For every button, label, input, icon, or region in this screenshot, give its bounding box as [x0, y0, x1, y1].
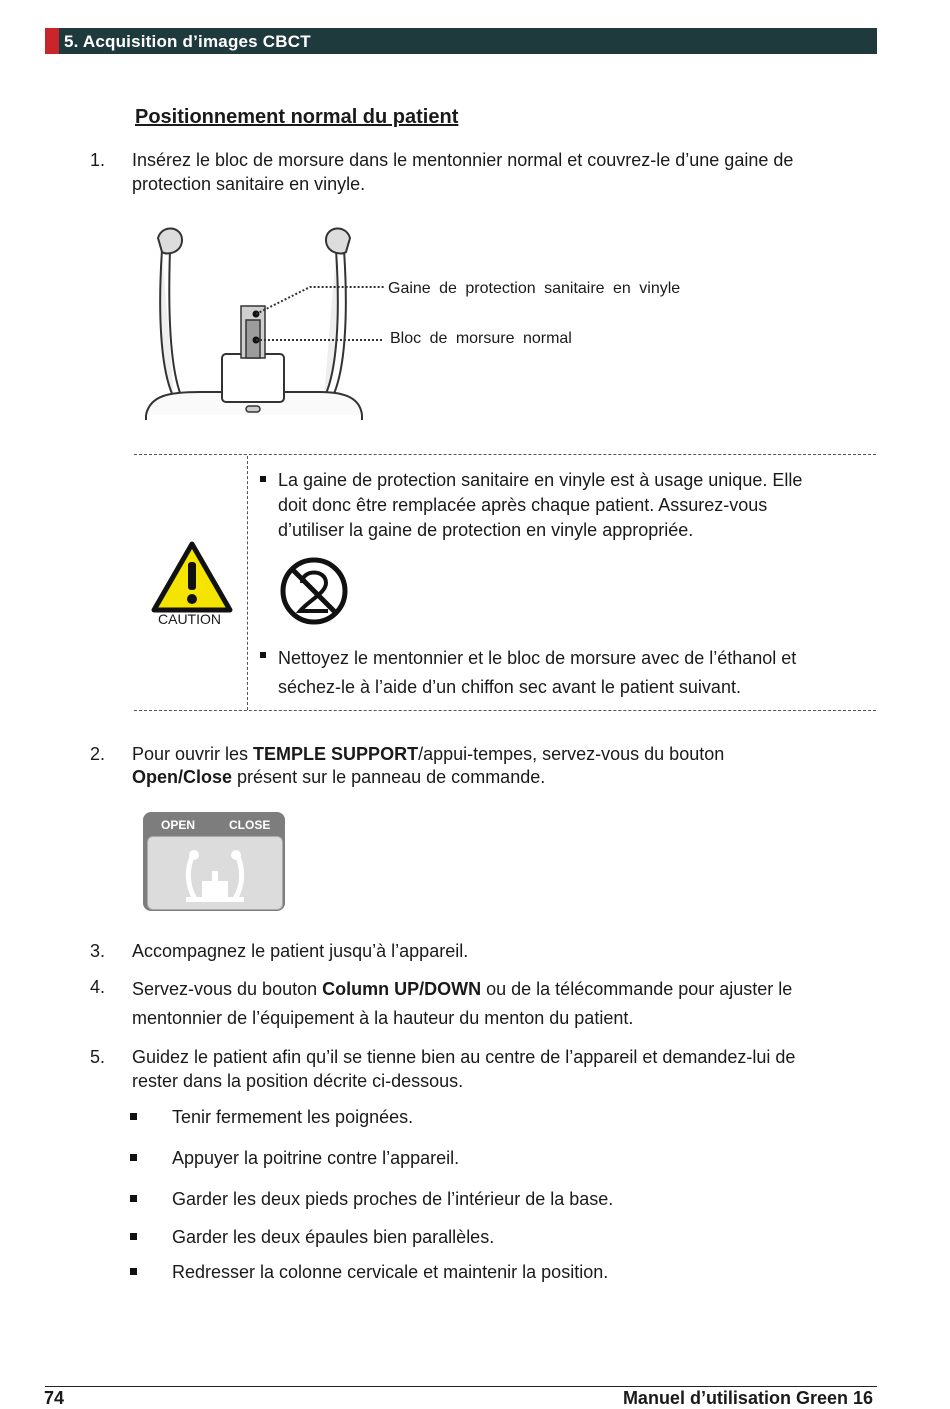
step-1-line-2: protection sanitaire en vinyle. — [132, 174, 366, 194]
step-5-text: Guidez le patient afin qu’il se tienne bien au centre de l’appareil et demandez-lui de rester dans la position décrite ci-dessous. — [132, 1047, 796, 1091]
page-number: 74 — [44, 1388, 65, 1408]
step-5-number: 5. — [90, 1047, 106, 1067]
caution-bottom-border — [134, 710, 876, 711]
label-bite-block: Bloc de morsure normal — [390, 330, 572, 347]
step-4-number: 4. — [90, 977, 106, 997]
list-bullet-icon — [130, 1154, 137, 1161]
section-title: Positionnement normal du patient — [135, 106, 459, 128]
list-bullet-icon — [130, 1268, 137, 1275]
list-item: Garder les deux épaules bien parallèles. — [172, 1227, 495, 1247]
column-up-down-term: Column UP/DOWN — [322, 979, 482, 999]
do-not-reuse-icon — [278, 555, 352, 627]
list-bullet-icon — [130, 1113, 137, 1120]
manual-title: Manuel d’utilisation Green 16 — [622, 1388, 873, 1408]
step-1-line-1: Insérez le bloc de morsure dans le mentonnier normal et couvrez-le d’une gaine de — [132, 150, 794, 170]
list-item: Tenir fermement les poignées. — [172, 1107, 414, 1127]
step-2-number: 2. — [90, 744, 106, 764]
list-bullet-icon — [130, 1195, 137, 1202]
step-1-text — [132, 148, 793, 196]
caution-divider — [247, 456, 248, 710]
chin-rest-illustration — [140, 220, 390, 425]
chapter-title: 5. Acquisition d’images CBCT — [64, 32, 311, 51]
open-label: OPEN — [161, 818, 196, 832]
step-2-text: Pour ouvrir les TEMPLE SUPPORT/appui-tempes, servez-vous du bouton Open/Close présent sur le panneau de commande. — [132, 744, 725, 787]
step-1-number: 1. — [90, 150, 106, 170]
label-vinyl-sheath: Gaine de protection sanitaire en vinyle — [388, 280, 681, 297]
bullet-square — [260, 652, 266, 658]
caution-bullet-1: La gaine de protection sanitaire en vinyle est à usage unique. Elle doit donc être remplacée après chaque patient. Assurez-vous d’utiliser la gaine de protection en vinyle appropriée. — [278, 470, 803, 540]
open-close-term: Open/Close — [132, 767, 233, 787]
caution-bullet-2: Nettoyez le mentonnier et le bloc de morsure avec de l’éthanol et séchez-le à l’aide d’un chiffon sec avant le patient suivant. — [278, 648, 797, 697]
caution-label: CAUTION — [158, 611, 221, 627]
step-3-text: Accompagnez le patient jusqu’à l’appareil. — [132, 941, 469, 961]
list-bullet-icon — [130, 1233, 137, 1240]
caution-warning-icon — [150, 540, 234, 614]
temple-support-term: TEMPLE SUPPORT — [253, 744, 419, 764]
bullet-square — [260, 476, 266, 482]
caution-top-border — [134, 454, 876, 455]
list-item: Appuyer la poitrine contre l’appareil. — [172, 1148, 460, 1168]
footer-rule — [45, 1386, 877, 1387]
open-close-button[interactable] — [147, 836, 283, 910]
list-item: Redresser la colonne cervicale et maintenir la position. — [172, 1262, 609, 1282]
list-item: Garder les deux pieds proches de l’intérieur de la base. — [172, 1189, 614, 1209]
close-label: CLOSE — [229, 818, 271, 832]
step-3-number: 3. — [90, 941, 106, 961]
temple-support-icon — [148, 837, 282, 909]
step-4-text: Servez-vous du bouton Column UP/DOWN ou de la télécommande pour ajuster le mentonnier de l’équipement à la hauteur du menton du patient. — [132, 979, 793, 1028]
header-accent — [45, 28, 59, 54]
